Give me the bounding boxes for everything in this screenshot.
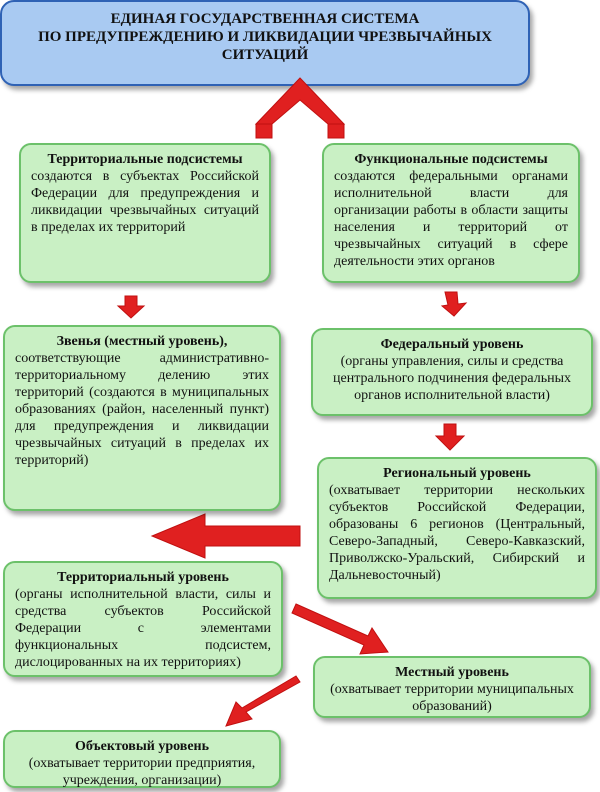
territorial-subsystems-box bbox=[19, 143, 271, 283]
territorial-level-heading: Территориальный уровень bbox=[57, 570, 229, 585]
local-links-box bbox=[3, 325, 281, 511]
chevron-up-icon-base-r bbox=[328, 124, 344, 138]
territorial-level-text: (органы исполнительной власти, силы и средства субъектов Российской Федерации с элементами функциональных подсистем, дислоцированных на их территориях) bbox=[15, 587, 271, 670]
chevron-up-icon-base bbox=[256, 124, 272, 138]
territorial-subsystems-heading: Территориальные подсистемы bbox=[47, 152, 243, 167]
arrow-left-icon-big bbox=[152, 514, 300, 558]
territorial-subsystems-text: создаются в субъектах Российской Федерации для предупреждения и ликвидации чрезвычайных ситуаций в пределах их территорий bbox=[31, 169, 259, 235]
municipal-level-text: (охватывает территории муниципальных образований) bbox=[330, 682, 574, 714]
arrow-diagonal-icon-object bbox=[226, 676, 300, 726]
functional-subsystems-box bbox=[322, 143, 580, 283]
arrow-down-icon-right-1 bbox=[442, 292, 466, 316]
local-links-text: соответствующие административно-территориальному делению этих территорий (создаются в муниципальных образованиях (район, населенный пункт) для предупреждения и ликвидации чрезвычайных ситуаций в пределах их территорий) bbox=[15, 351, 269, 468]
object-level-text: (охватывает территории предприятия, учреждения, организации) bbox=[28, 756, 256, 788]
federal-level-heading: Федеральный уровень bbox=[380, 337, 524, 352]
municipal-level-box bbox=[313, 656, 591, 718]
federal-level-text: (органы управления, силы и средства центрального подчинения федеральных органов исполнительной власти) bbox=[333, 354, 571, 403]
federal-level-box bbox=[311, 328, 593, 416]
arrow-diagonal-icon-municipal bbox=[292, 604, 388, 654]
chevron-up-icon bbox=[256, 78, 344, 124]
title-line-1: ЕДИНАЯ ГОСУДАРСТВЕННАЯ СИСТЕМА bbox=[110, 11, 420, 27]
arrow-down-icon-left bbox=[118, 296, 144, 318]
regional-level-text: (охватывает территории нескольких субъектов Российской Федерации, образованы 6 регионов (Центральный, Северо-Западный, Северо-Кавказский, Приволжско-Уральский, Сибирский и Дальневосточный) bbox=[329, 483, 585, 583]
functional-subsystems-heading: Функциональные подсистемы bbox=[354, 152, 548, 167]
territorial-level-box bbox=[3, 561, 283, 677]
regional-level-heading: Региональный уровень bbox=[383, 466, 531, 481]
object-level-box bbox=[3, 730, 281, 788]
arrow-down-icon-right-2 bbox=[436, 424, 464, 450]
title-line-2: ПО ПРЕДУПРЕЖДЕНИЮ И ЛИКВИДАЦИИ ЧРЕЗВЫЧАЙНЫХ bbox=[38, 29, 492, 45]
local-links-heading: Звенья (местный уровень), bbox=[56, 334, 228, 349]
object-level-heading: Объектовый уровень bbox=[74, 739, 210, 754]
municipal-level-heading: Местный уровень bbox=[395, 665, 509, 680]
regional-level-box bbox=[317, 457, 597, 599]
title-line-3: СИТУАЦИЙ bbox=[221, 47, 309, 63]
functional-subsystems-text: создаются федеральными органами исполнительной власти для организации работы в области защиты населения и территорий от чрезвычайных ситуаций в сфере деятельности этих органов bbox=[334, 169, 568, 269]
